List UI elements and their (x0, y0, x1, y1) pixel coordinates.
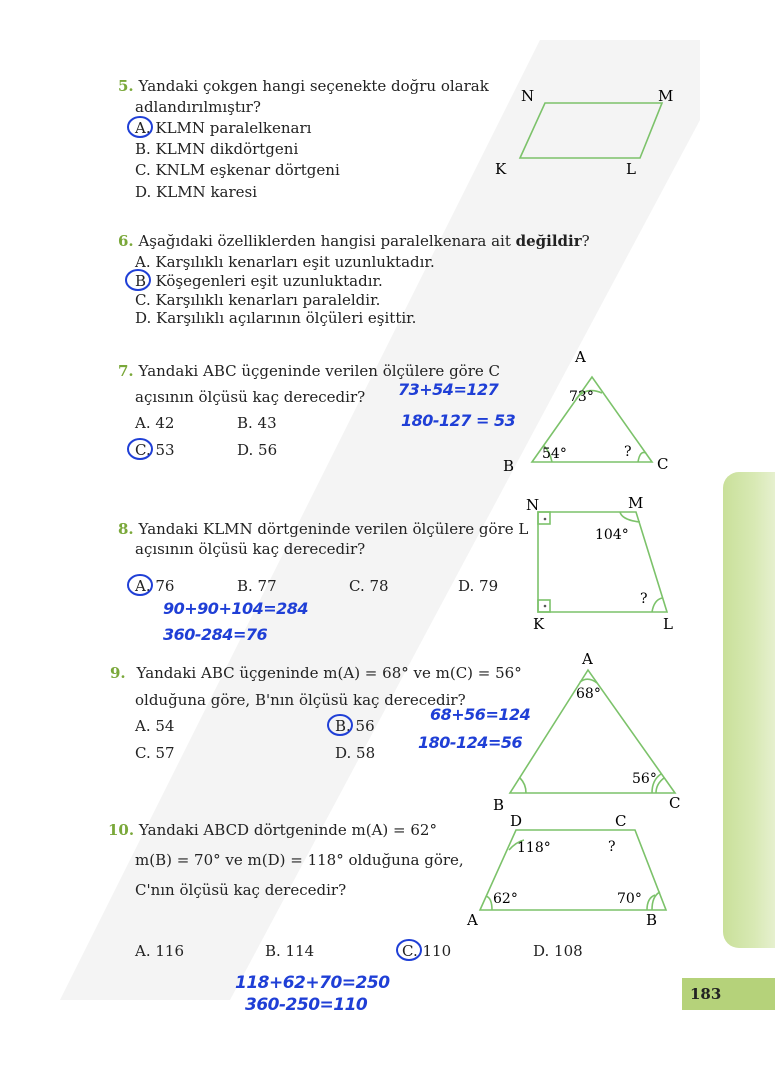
q8-option-a[interactable]: A. 76 (135, 577, 175, 595)
q7-angle-b: 54° (542, 446, 567, 462)
q6-number: 6. (118, 232, 134, 250)
q10-line2: m(B) = 70° ve m(D) = 118° olduğuna göre, (135, 851, 464, 869)
q8-right-angle-dot-k (544, 605, 547, 608)
q5-line2: adlandırılmıştır? (135, 98, 261, 116)
q8-line2: açısının ölçüsü kaç derecedir? (135, 540, 366, 558)
q10-line1: 10. Yandaki ABCD dörtgeninde m(A) = 62° (108, 821, 437, 839)
q5-option-b[interactable]: B. KLMN dikdörtgeni (135, 140, 299, 158)
q8-handwriting-1: 90+90+104=284 (163, 599, 309, 618)
q10-label-b: B (646, 911, 658, 929)
q7-option-b[interactable]: B. 43 (237, 414, 277, 432)
q7-line2: açısının ölçüsü kaç derecedir? (135, 388, 366, 406)
q5-parallelogram (520, 103, 662, 158)
q9-option-b[interactable]: B. 56 (335, 717, 375, 735)
q10-option-d[interactable]: D. 108 (533, 942, 583, 960)
q10-angle-b: 70° (617, 891, 642, 907)
q9-angle-c: 56° (632, 771, 657, 787)
q9-number: 9. (110, 664, 126, 682)
q7-line1: 7. Yandaki ABC üçgeninde verilen ölçülere göre C (118, 362, 501, 380)
q8-label-m: M (628, 494, 644, 512)
q6-answer-circle (126, 270, 150, 290)
q9-option-d[interactable]: D. 58 (335, 744, 376, 762)
q8-handwriting-2: 360-284=76 (163, 625, 268, 644)
q10-handwriting-2: 360-250=110 (245, 995, 368, 1015)
q9-label-a: A (582, 650, 593, 668)
q5-label-k: K (495, 160, 507, 178)
q7-angle-a: 73° (569, 389, 594, 405)
q5-option-c[interactable]: C. KNLM eşkenar dörtgeni (135, 161, 340, 179)
q10-handwriting-1: 118+62+70=250 (235, 973, 390, 993)
q8-angle-m: 104° (595, 527, 629, 543)
q8-label-k: K (533, 615, 545, 633)
q9-handwriting-2: 180-124=56 (418, 733, 523, 752)
q10-label-c: C (615, 812, 627, 830)
q5-answer-circle (128, 117, 152, 137)
q5-option-d[interactable]: D. KLMN karesi (135, 183, 258, 201)
q10-angle-a: 62° (493, 891, 518, 907)
q9-line1: 9. Yandaki ABC üçgeninde m(A) = 68° ve m(C) = 56° (110, 664, 522, 682)
q10-option-a[interactable]: A. 116 (135, 942, 184, 960)
q10-answer-circle (397, 940, 421, 960)
q8-option-c[interactable]: C. 78 (349, 577, 389, 595)
q6-option-b[interactable]: B. Köşegenleri eşit uzunluktadır. (135, 272, 383, 290)
q10-angle-d: 118° (517, 840, 551, 856)
q6-line1: 6. Aşağıdaki özelliklerden hangisi paralelkenara ait değildir? (118, 232, 590, 250)
q5-number: 5. (118, 77, 134, 95)
q10-option-b[interactable]: B. 114 (265, 942, 315, 960)
q5-label-l: L (626, 160, 636, 178)
q8-answer-circle (128, 575, 152, 595)
q8-number: 8. (118, 520, 134, 538)
q8-option-d[interactable]: D. 79 (458, 577, 499, 595)
q9-option-a[interactable]: A. 54 (135, 717, 175, 735)
q7-angle-c: ? (624, 444, 632, 460)
q7-handwriting-2: 180-127 = 53 (401, 411, 516, 430)
q9-label-c: C (669, 794, 681, 812)
q7-option-d[interactable]: D. 56 (237, 441, 278, 459)
q10-number: 10. (108, 821, 135, 839)
q9-label-b: B (493, 796, 505, 814)
q5-label-n: N (521, 87, 535, 105)
q8-option-b[interactable]: B. 77 (237, 577, 277, 595)
q10-label-d: D (510, 812, 523, 830)
q9-handwriting-1: 68+56=124 (430, 705, 531, 724)
q6-option-a[interactable]: A. Karşılıklı kenarları eşit uzunluktadır. (135, 253, 435, 271)
q6-option-c[interactable]: C. Karşılıklı kenarları paraleldir. (135, 291, 381, 309)
q5-line1: 5. Yandaki çokgen hangi seçenekte doğru olarak (118, 77, 489, 95)
q9-option-c[interactable]: C. 57 (135, 744, 175, 762)
q5-label-m: M (658, 87, 674, 105)
q7-answer-circle (128, 439, 152, 459)
q7-option-a[interactable]: A. 42 (135, 414, 175, 432)
q10-line3: C'nın ölçüsü kaç derecedir? (135, 881, 347, 899)
q8-right-angle-dot-n (544, 518, 547, 521)
q6-option-d[interactable]: D. Karşılıklı açılarının ölçüleri eşittir. (135, 309, 417, 327)
q5-option-a[interactable]: A. KLMN paralelkenarı (135, 119, 312, 137)
q9-line2: olduğuna göre, B'nın ölçüsü kaç derecedir? (135, 691, 466, 709)
page-number: 183 (690, 985, 722, 1003)
q7-handwriting-1: 73+54=127 (398, 380, 499, 399)
q8-line1: 8. Yandaki KLMN dörtgeninde verilen ölçülere göre L (118, 520, 529, 538)
q10-option-c[interactable]: C. 110 (402, 942, 452, 960)
q8-label-n: N (526, 496, 540, 514)
q8-angle-l: ? (640, 591, 648, 607)
q7-label-a: A (575, 348, 586, 366)
q9-angle-a: 68° (576, 686, 601, 702)
q10-angle-c: ? (608, 839, 616, 855)
q10-label-a: A (467, 911, 478, 929)
q7-number: 7. (118, 362, 134, 380)
q9-answer-circle (328, 715, 352, 735)
q8-label-l: L (663, 615, 673, 633)
q7-option-c[interactable]: C. 53 (135, 441, 175, 459)
q7-label-b: B (503, 457, 515, 475)
q7-label-c: C (657, 455, 669, 473)
